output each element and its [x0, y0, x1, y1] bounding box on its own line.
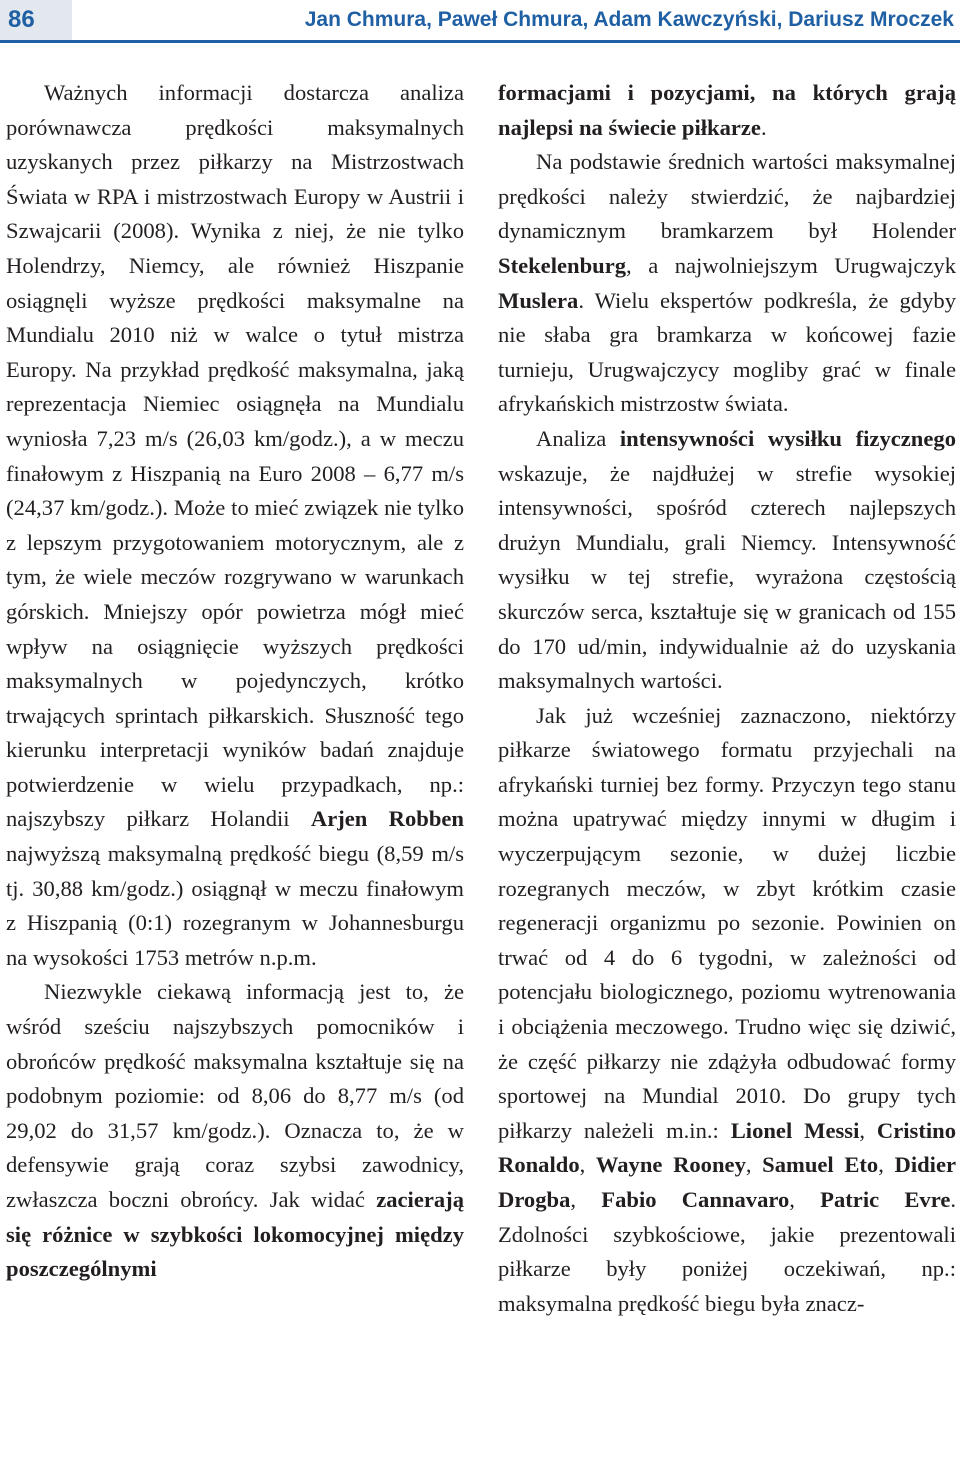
bold-phrase: intensywności wysiłku fizycznego	[619, 425, 956, 451]
bold-name: Patric Evre	[820, 1187, 951, 1212]
page-header	[0, 0, 960, 40]
bold-name: Stekelenburg	[498, 252, 627, 278]
running-head-authors: Jan Chmura, Paweł Chmura, Adam Kawczyński, Dariusz Mroczek	[304, 8, 954, 31]
bold-name: Fabio Cannavaro	[601, 1187, 790, 1212]
header-rule	[0, 40, 960, 43]
bold-name: Didier Drogba	[498, 1152, 956, 1212]
paragraph: Ważnych informacji dostarcza analiza porównawcza prędkości maksymalnych uzyskanych przez piłkarzy na Mistrzostwach Świata w RPA i mistrzostwach Europy w Austrii i Szwajcarii (2008). Wynika z niej, że nie tylko Holendrzy, Niemcy, ale również Hiszpanie osiągnęli wyższe prędkości maksymalne na Mundialu 2010 niż w walce o tytuł mistrza Europy. Na przykład prędkość maksymalna, jaką reprezentacja Niemiec osiągnęła na Mundialu wyniosła 7,23 m/s (26,03 km/godz.), a w meczu finałowym z Hiszpanią na Euro 2008 – 6,77 m/s (24,37 km/godz.). Może to mieć związek nie tylko z lepszym przygotowaniem motorycznym, ale z tym, że wiele meczów rozgrywano w warunkach górskich. Mniejszy opór powietrza mógł mieć wpływ na osiągnięcie wyższych prędkości maksymalnych w pojedynczych, krótko trwających sprintach piłkarskich. Słuszność tego kierunku interpretacji wyników badań znajduje potwierdzenie w wielu przypadkach, np.: najszybszy piłkarz Holandii Arjen Robben najwyższą maksymalną prędkość biegu (8,59 m/s tj. 30,88 km/godz.) osiągnął w meczu finałowym z Hiszpanią (0:1) rozegranym w Johannesburgu na wysokości 1753 metrów n.p.m.	[6, 80, 464, 970]
bold-name: Cristino Ronaldo	[498, 1117, 956, 1178]
paragraph: formacjami i pozycjami, na których grają najlepsi na świecie piłkarze.	[498, 80, 956, 140]
page-number: 86	[0, 0, 72, 40]
bold-name: Arjen Robben	[310, 806, 464, 832]
bold-name: Muslera	[498, 287, 579, 313]
left-column	[6, 76, 464, 1472]
paragraph: Niezwykle ciekawą informacją jest to, że wśród sześciu najszybszych pomocników i obrońców prędkość maksymalna kształtuje się na podobnym poziomie: od 8,06 do 8,77 m/s (od 29,02 do 31,57 km/godz.). Oznacza to, że w defensywie grają coraz szybsi zawodnicy, zwłaszcza boczni obrońcy. Jak widać zacierają się różnice w szybkości lokomocyjnej między poszczególnymi	[6, 979, 464, 1282]
bold-name: Samuel Eto	[762, 1152, 879, 1178]
paragraph: Jak już wcześniej zaznaczono, niektórzy piłkarze światowego formatu przyjechali na afrykański turniej bez formy. Przyczyn tego stanu można upatrywać między innymi w długim i wyczerpującym sezonie, w dużej liczbie rozegranych meczów, w zbyt krótkim czasie regeneracji organizmu po sezonie. Powinien on trwać od 4 do 6 tygodni, w zależności od potencjału biologicznego, poziomu wytrenowania i obciążenia meczowego. Trudno więc się dziwić, że część piłkarzy nie zdążyła odbudować formy sportowej na Mundial 2010. Do grupy tych piłkarzy należeli m.in.: Lionel Messi, Cristino Ronaldo, Wayne Rooney, Samuel Eto, Didier Drogba, Fabio Cannavaro, Patric Evre. Zdolności szybkościowe, jakie prezentowali piłkarze były poniżej oczekiwań, np.: maksymalna prędkość biegu była znacz-	[498, 702, 956, 1316]
bold-phrase: zacierają się różnice w szybkości lokomocyjnej między poszczególnymi	[6, 1187, 464, 1282]
bold-name: Wayne Rooney	[595, 1152, 746, 1178]
bold-name: Lionel Messi	[730, 1117, 860, 1143]
right-column	[498, 76, 956, 1472]
bold-phrase: formacjami i pozycjami, na których grają najlepsi na świecie piłkarze	[498, 80, 956, 140]
paragraph: Na podstawie średnich wartości maksymalnej prędkości należy stwierdzić, że najbardziej dynamicznym bramkarzem był Holender Stekelenburg, a najwolniejszym Urugwajczyk Muslera. Wielu ekspertów podkreśla, że gdyby nie słaba gra bramkarza w końcowej fazie turnieju, Urugwajczycy mogliby grać w finale afrykańskich mistrzostw świata.	[498, 149, 956, 417]
paragraph: Analiza intensywności wysiłku fizycznego wskazuje, że najdłużej w strefie wysokiej intensywności, spośród czterech najlepszych drużyn Mundialu, grali Niemcy. Intensywność wysiłku w tej strefie, wyrażona częstością skurczów serca, kształtuje się w granicach od 155 do 170 ud/min, indywidualnie aż do uzyskania maksymalnych wartości.	[498, 425, 956, 694]
